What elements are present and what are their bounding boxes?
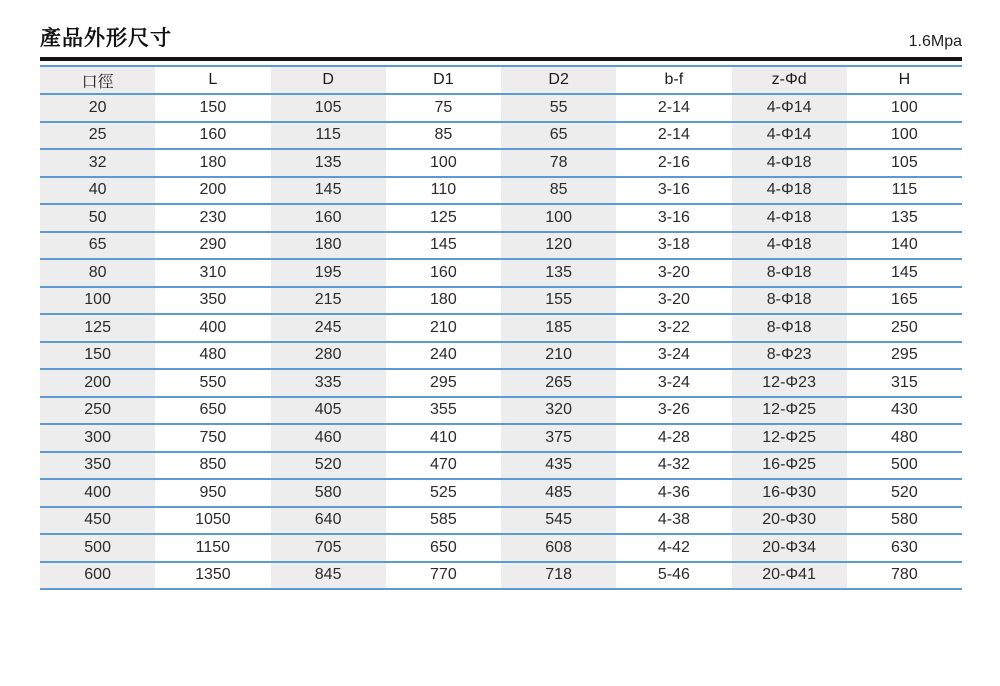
table-cell: 5-46 bbox=[616, 562, 731, 590]
table-cell: 25 bbox=[40, 122, 155, 150]
table-cell: 245 bbox=[271, 314, 386, 342]
table-cell: 16-Φ30 bbox=[732, 479, 847, 507]
table-cell: 300 bbox=[40, 424, 155, 452]
table-cell: 3-16 bbox=[616, 204, 731, 232]
table-cell: 350 bbox=[40, 452, 155, 480]
table-cell: 705 bbox=[271, 534, 386, 562]
table-cell: 240 bbox=[386, 342, 501, 370]
table-cell: 145 bbox=[271, 177, 386, 205]
table-cell: 210 bbox=[501, 342, 616, 370]
table-cell: 640 bbox=[271, 507, 386, 535]
table-cell: 500 bbox=[847, 452, 962, 480]
table-cell: 125 bbox=[40, 314, 155, 342]
header-row bbox=[40, 66, 962, 94]
table-cell: 100 bbox=[501, 204, 616, 232]
table-row bbox=[40, 342, 962, 370]
table-cell: 3-18 bbox=[616, 232, 731, 260]
table-body bbox=[40, 94, 962, 589]
table-cell: 78 bbox=[501, 149, 616, 177]
table-row bbox=[40, 369, 962, 397]
table-cell: 350 bbox=[155, 287, 270, 315]
table-row bbox=[40, 94, 962, 122]
column-header: b-f bbox=[616, 66, 731, 94]
table-cell: 4-36 bbox=[616, 479, 731, 507]
table-cell: 40 bbox=[40, 177, 155, 205]
table-cell: 405 bbox=[271, 397, 386, 425]
table-cell: 120 bbox=[501, 232, 616, 260]
table-row bbox=[40, 287, 962, 315]
table-cell: 335 bbox=[271, 369, 386, 397]
table-cell: 4-Φ18 bbox=[732, 232, 847, 260]
table-cell: 280 bbox=[271, 342, 386, 370]
table-cell: 200 bbox=[40, 369, 155, 397]
table-cell: 8-Φ23 bbox=[732, 342, 847, 370]
table-cell: 630 bbox=[847, 534, 962, 562]
table-cell: 4-Φ18 bbox=[732, 177, 847, 205]
table-cell: 3-16 bbox=[616, 177, 731, 205]
table-row bbox=[40, 534, 962, 562]
table-cell: 3-20 bbox=[616, 287, 731, 315]
table-cell: 750 bbox=[155, 424, 270, 452]
table-cell: 150 bbox=[40, 342, 155, 370]
table-cell: 3-24 bbox=[616, 369, 731, 397]
column-header: H bbox=[847, 66, 962, 94]
table-cell: 450 bbox=[40, 507, 155, 535]
table-cell: 500 bbox=[40, 534, 155, 562]
table-cell: 50 bbox=[40, 204, 155, 232]
table-cell: 155 bbox=[501, 287, 616, 315]
table-cell: 950 bbox=[155, 479, 270, 507]
table-cell: 480 bbox=[155, 342, 270, 370]
column-header: D1 bbox=[386, 66, 501, 94]
table-cell: 430 bbox=[847, 397, 962, 425]
page-header bbox=[40, 26, 962, 52]
table-row bbox=[40, 204, 962, 232]
table-cell: 145 bbox=[386, 232, 501, 260]
table-header bbox=[40, 66, 962, 94]
table-cell: 2-14 bbox=[616, 122, 731, 150]
title-divider bbox=[40, 57, 962, 61]
table-cell: 4-28 bbox=[616, 424, 731, 452]
table-cell: 485 bbox=[501, 479, 616, 507]
table-cell: 20-Φ34 bbox=[732, 534, 847, 562]
table-cell: 100 bbox=[40, 287, 155, 315]
table-cell: 125 bbox=[386, 204, 501, 232]
table-cell: 580 bbox=[847, 507, 962, 535]
table-cell: 135 bbox=[501, 259, 616, 287]
table-cell: 230 bbox=[155, 204, 270, 232]
page-title: 產品外形尺寸 bbox=[40, 27, 172, 50]
table-cell: 20-Φ41 bbox=[732, 562, 847, 590]
table-cell: 100 bbox=[386, 149, 501, 177]
table-cell: 12-Φ25 bbox=[732, 397, 847, 425]
table-cell: 460 bbox=[271, 424, 386, 452]
table-cell: 2-14 bbox=[616, 94, 731, 122]
table-cell: 3-26 bbox=[616, 397, 731, 425]
table-cell: 180 bbox=[386, 287, 501, 315]
table-row bbox=[40, 452, 962, 480]
table-cell: 580 bbox=[271, 479, 386, 507]
table-cell: 12-Φ25 bbox=[732, 424, 847, 452]
table-cell: 165 bbox=[847, 287, 962, 315]
table-cell: 135 bbox=[847, 204, 962, 232]
table-cell: 3-24 bbox=[616, 342, 731, 370]
table-cell: 105 bbox=[847, 149, 962, 177]
table-row bbox=[40, 562, 962, 590]
column-header: D bbox=[271, 66, 386, 94]
table-cell: 145 bbox=[847, 259, 962, 287]
table-cell: 180 bbox=[155, 149, 270, 177]
table-cell: 65 bbox=[501, 122, 616, 150]
table-cell: 4-32 bbox=[616, 452, 731, 480]
column-header: 口徑 bbox=[40, 66, 155, 94]
table-cell: 4-38 bbox=[616, 507, 731, 535]
table-cell: 845 bbox=[271, 562, 386, 590]
table-cell: 180 bbox=[271, 232, 386, 260]
table-cell: 520 bbox=[271, 452, 386, 480]
table-cell: 585 bbox=[386, 507, 501, 535]
table-cell: 4-Φ18 bbox=[732, 149, 847, 177]
table-cell: 250 bbox=[40, 397, 155, 425]
table-cell: 185 bbox=[501, 314, 616, 342]
table-cell: 470 bbox=[386, 452, 501, 480]
table-cell: 3-20 bbox=[616, 259, 731, 287]
table-cell: 150 bbox=[155, 94, 270, 122]
table-cell: 85 bbox=[501, 177, 616, 205]
table-cell: 250 bbox=[847, 314, 962, 342]
table-cell: 210 bbox=[386, 314, 501, 342]
table-cell: 4-Φ18 bbox=[732, 204, 847, 232]
table-cell: 115 bbox=[271, 122, 386, 150]
table-row bbox=[40, 479, 962, 507]
table-row bbox=[40, 177, 962, 205]
table-cell: 160 bbox=[271, 204, 386, 232]
table-cell: 65 bbox=[40, 232, 155, 260]
table-cell: 4-Φ14 bbox=[732, 122, 847, 150]
table-cell: 410 bbox=[386, 424, 501, 452]
table-cell: 295 bbox=[847, 342, 962, 370]
table-cell: 400 bbox=[155, 314, 270, 342]
table-row bbox=[40, 149, 962, 177]
table-cell: 215 bbox=[271, 287, 386, 315]
table-cell: 4-Φ14 bbox=[732, 94, 847, 122]
column-header: z-Φd bbox=[732, 66, 847, 94]
table-cell: 80 bbox=[40, 259, 155, 287]
table-cell: 600 bbox=[40, 562, 155, 590]
column-header: L bbox=[155, 66, 270, 94]
table-cell: 310 bbox=[155, 259, 270, 287]
table-cell: 105 bbox=[271, 94, 386, 122]
pressure-rating: 1.6Mpa bbox=[908, 33, 962, 50]
table-cell: 20 bbox=[40, 94, 155, 122]
table-cell: 545 bbox=[501, 507, 616, 535]
table-cell: 160 bbox=[386, 259, 501, 287]
table-cell: 435 bbox=[501, 452, 616, 480]
table-cell: 16-Φ25 bbox=[732, 452, 847, 480]
table-cell: 20-Φ30 bbox=[732, 507, 847, 535]
table-cell: 320 bbox=[501, 397, 616, 425]
table-row bbox=[40, 424, 962, 452]
table-cell: 480 bbox=[847, 424, 962, 452]
table-cell: 780 bbox=[847, 562, 962, 590]
table-row bbox=[40, 397, 962, 425]
table-cell: 1150 bbox=[155, 534, 270, 562]
table-cell: 160 bbox=[155, 122, 270, 150]
table-cell: 650 bbox=[386, 534, 501, 562]
table-row bbox=[40, 507, 962, 535]
table-cell: 8-Φ18 bbox=[732, 314, 847, 342]
table-cell: 650 bbox=[155, 397, 270, 425]
table-cell: 550 bbox=[155, 369, 270, 397]
table-cell: 115 bbox=[847, 177, 962, 205]
table-cell: 1350 bbox=[155, 562, 270, 590]
table-cell: 290 bbox=[155, 232, 270, 260]
table-cell: 3-22 bbox=[616, 314, 731, 342]
table-cell: 200 bbox=[155, 177, 270, 205]
table-row bbox=[40, 122, 962, 150]
table-cell: 770 bbox=[386, 562, 501, 590]
table-row bbox=[40, 259, 962, 287]
dimensions-table bbox=[40, 65, 962, 590]
table-cell: 4-42 bbox=[616, 534, 731, 562]
table-cell: 355 bbox=[386, 397, 501, 425]
table-cell: 400 bbox=[40, 479, 155, 507]
table-cell: 718 bbox=[501, 562, 616, 590]
table-cell: 100 bbox=[847, 94, 962, 122]
table-cell: 75 bbox=[386, 94, 501, 122]
table-cell: 55 bbox=[501, 94, 616, 122]
table-cell: 85 bbox=[386, 122, 501, 150]
table-cell: 1050 bbox=[155, 507, 270, 535]
table-cell: 265 bbox=[501, 369, 616, 397]
table-cell: 520 bbox=[847, 479, 962, 507]
table-cell: 525 bbox=[386, 479, 501, 507]
table-row bbox=[40, 314, 962, 342]
column-header: D2 bbox=[501, 66, 616, 94]
table-cell: 295 bbox=[386, 369, 501, 397]
table-cell: 8-Φ18 bbox=[732, 259, 847, 287]
table-cell: 110 bbox=[386, 177, 501, 205]
table-cell: 315 bbox=[847, 369, 962, 397]
table-cell: 195 bbox=[271, 259, 386, 287]
table-cell: 140 bbox=[847, 232, 962, 260]
table-cell: 850 bbox=[155, 452, 270, 480]
table-cell: 2-16 bbox=[616, 149, 731, 177]
table-cell: 100 bbox=[847, 122, 962, 150]
table-cell: 608 bbox=[501, 534, 616, 562]
table-cell: 375 bbox=[501, 424, 616, 452]
table-row bbox=[40, 232, 962, 260]
table-cell: 135 bbox=[271, 149, 386, 177]
table-cell: 12-Φ23 bbox=[732, 369, 847, 397]
table-cell: 32 bbox=[40, 149, 155, 177]
table-cell: 8-Φ18 bbox=[732, 287, 847, 315]
